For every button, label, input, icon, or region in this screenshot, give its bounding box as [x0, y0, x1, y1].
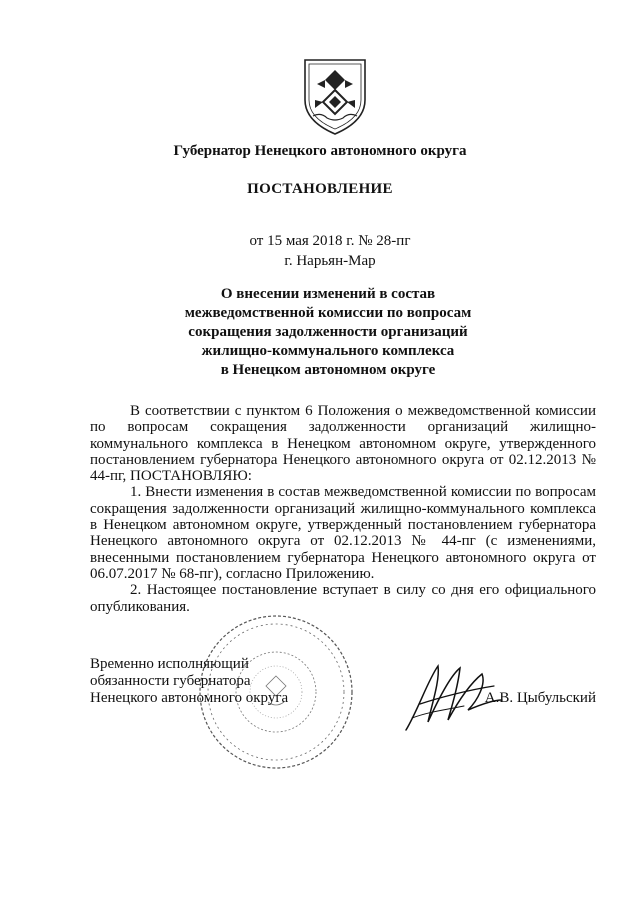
document-city: г. Нарьян-Мар [284, 253, 376, 269]
document-type: ПОСТАНОВЛЕНИЕ [247, 181, 393, 197]
title-line: сокращения задолженности организаций [188, 324, 468, 340]
title-line: межведомственной комиссии по вопросам [184, 305, 472, 321]
title-line: жилищно-коммунального комплекса [201, 343, 455, 359]
position-line: Временно исполняющий [90, 656, 249, 672]
coat-of-arms-icon [299, 56, 371, 136]
signatory-position [90, 656, 288, 707]
document-date-number: от 15 мая 2018 г. № 28-пг [249, 233, 411, 249]
position-line: Ненецкого автономного округа [90, 690, 289, 706]
item-2-paragraph: 2. Настоящее постановление вступает в силу со дня его официального опубликования. [90, 582, 596, 615]
signer-name: А.В. Цыбульский [484, 690, 596, 706]
document-title [8, 285, 640, 380]
position-line: обязанности губернатора [90, 673, 251, 689]
preamble-paragraph: В соответствии с пунктом 6 Положения о межведомственной комиссии по вопросам сокращения задолженности организаций жилищно-коммунального комплекса в Ненецком автономном округе, утвержденного постановлением губернатора Ненецкого автономного округа от 02.12.2013 № 44-пг, ПОСТАНОВЛЯЮ: [90, 403, 596, 485]
item-1-paragraph: 1. Внести изменения в состав межведомственной комиссии по вопросам сокращения задолженности организаций жилищно-коммунального комплекса в Ненецком автономном округе, утвержденный постановлением губернатора Ненецкого автономного округа от 02.12.2013 № 44-пг (с изменениями, внесенными постановлением губернатора Ненецкого автономного округа от 06.07.2017 № 68-пг), согласно Приложению. [90, 484, 596, 582]
issuing-authority: Губернатор Ненецкого автономного округа [173, 143, 467, 159]
title-line: в Ненецком автономном округе [220, 362, 436, 378]
title-line: О внесении изменений в состав [220, 286, 436, 302]
document-body [90, 403, 596, 615]
